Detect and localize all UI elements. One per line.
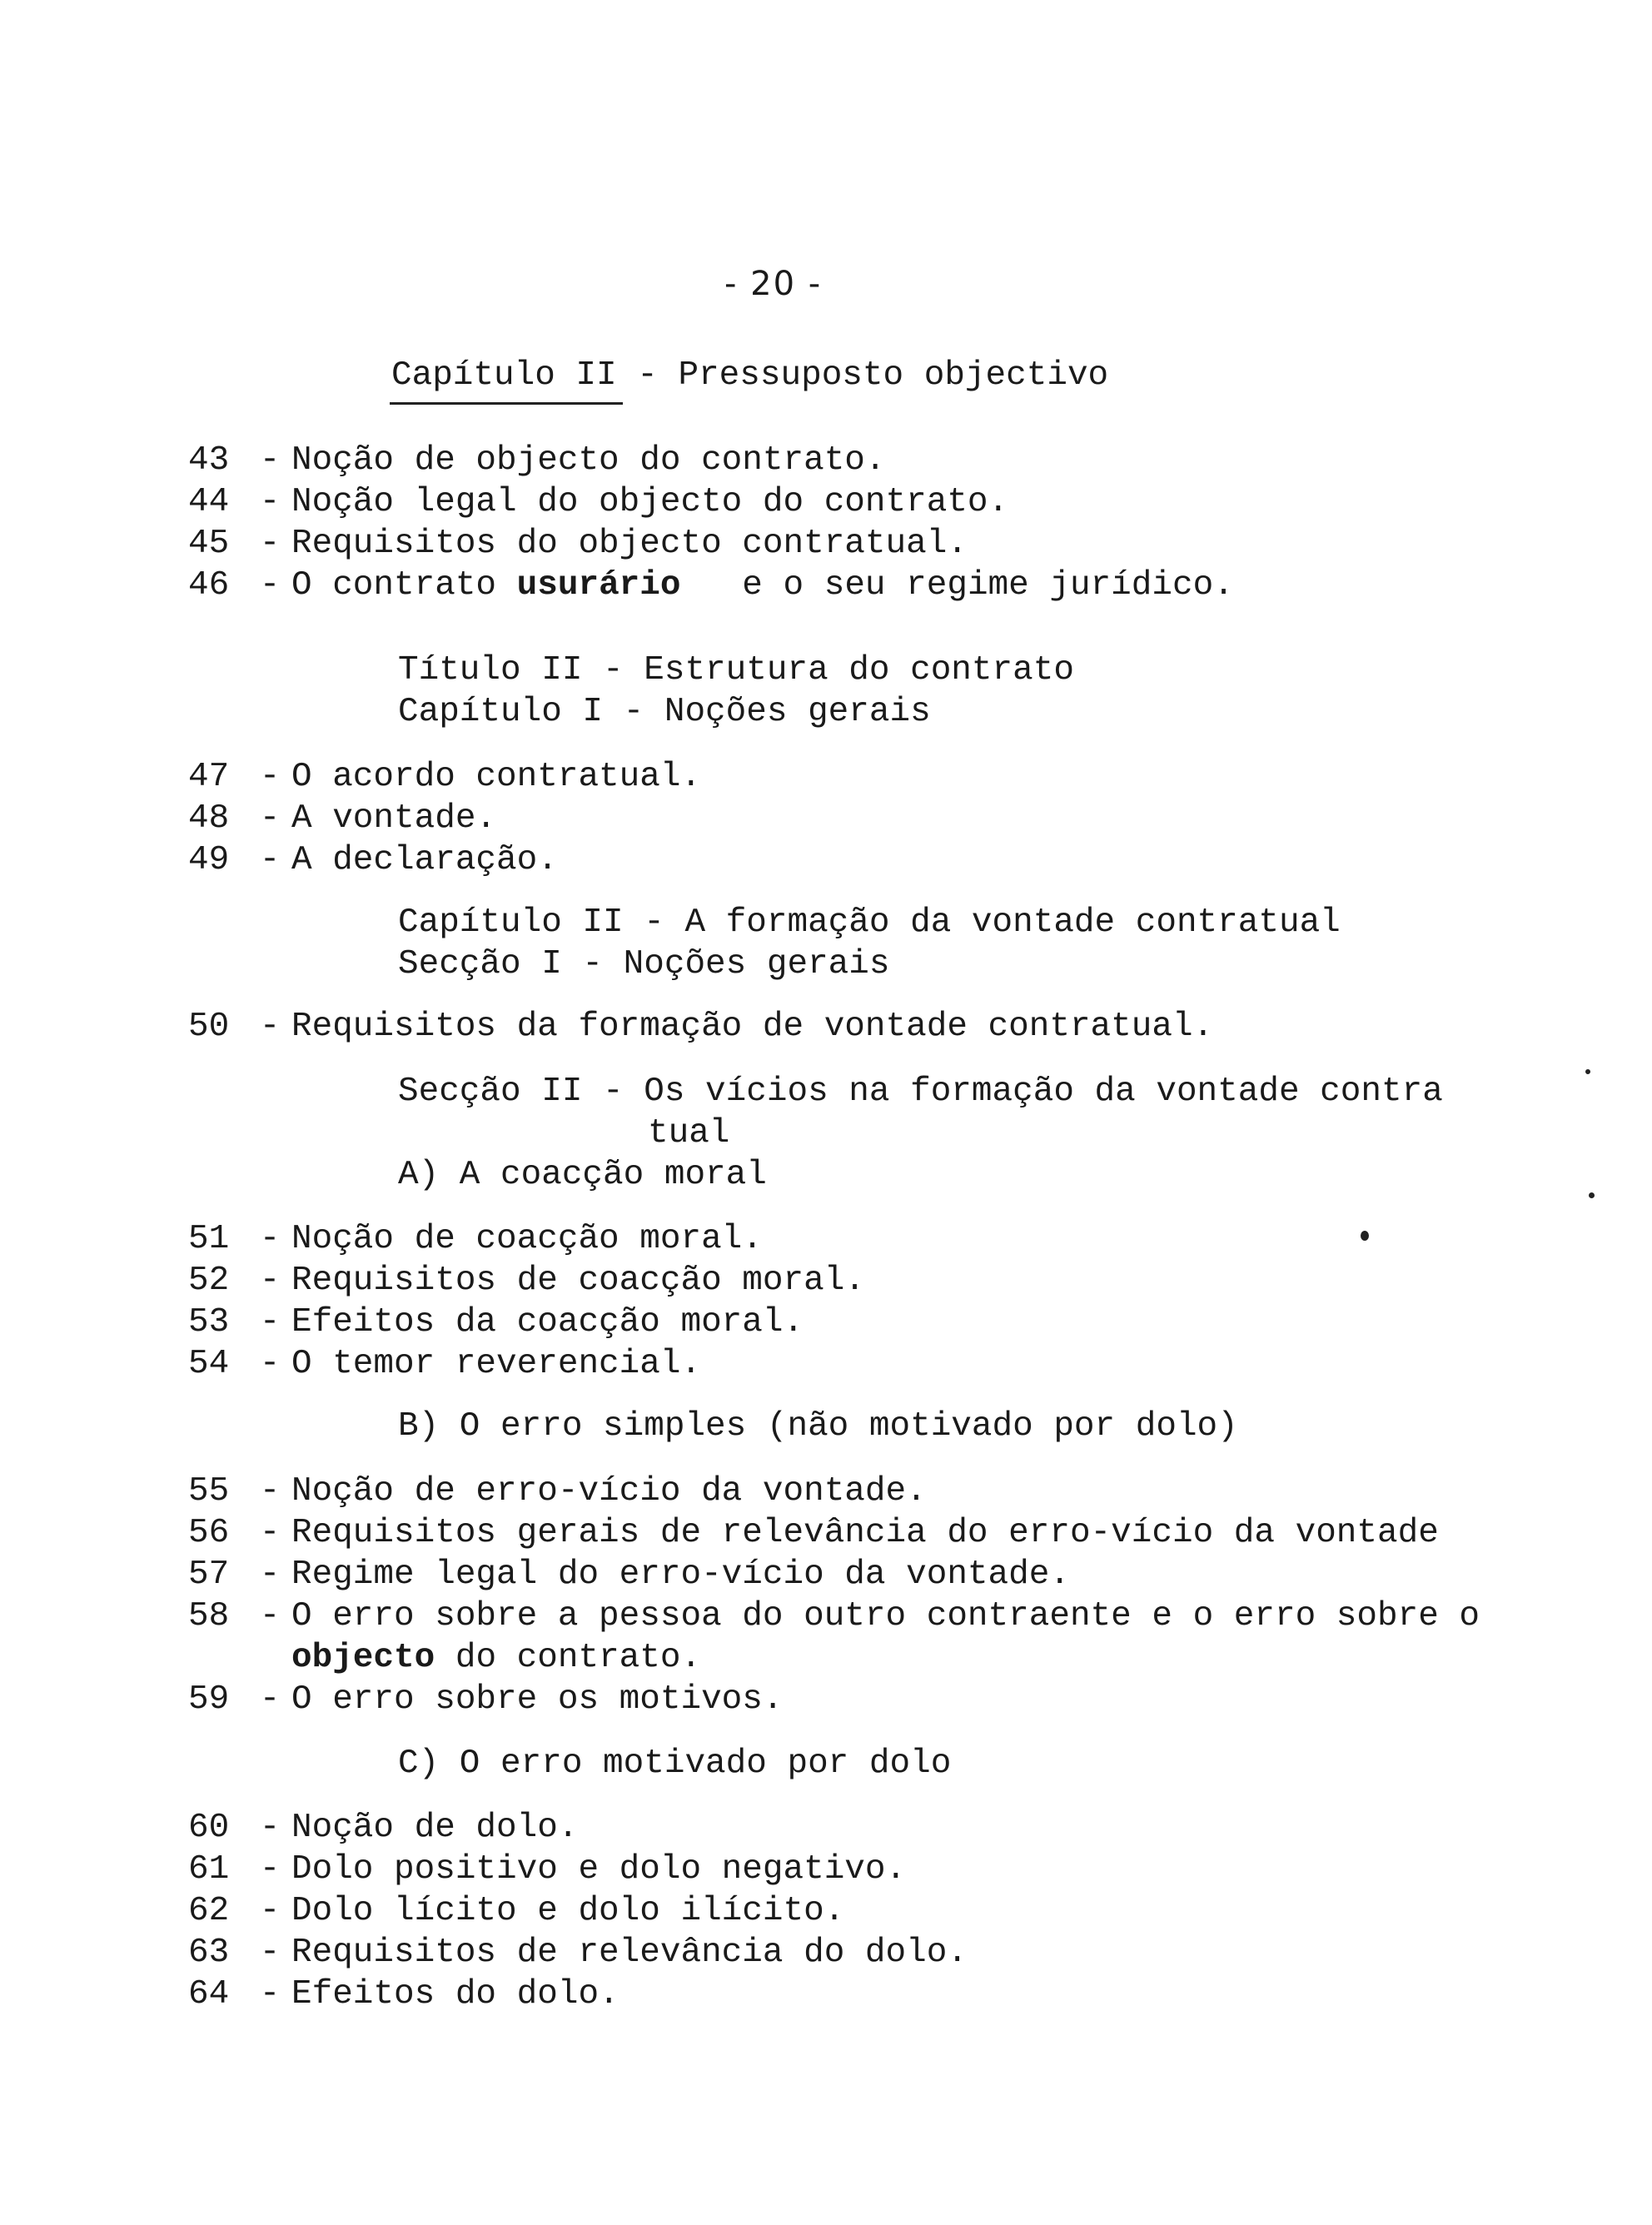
list-item-continuation: objecto do contrato. (291, 1639, 702, 1677)
subsection-heading: B) O erro simples (não motivado por dolo) (398, 1407, 1238, 1446)
chapter-heading (391, 356, 1108, 395)
list-item: 53 - Efeitos da coacção moral. (188, 1303, 804, 1341)
list-item: 57 - Regime legal do erro-vício da vontade. (188, 1556, 1070, 1594)
list-item: 55 - Noção de erro-vício da vontade. (188, 1472, 927, 1511)
list-item: 43 - Noção de objecto do contrato. (188, 441, 886, 480)
chapter-heading-rest: - Pressuposto objectivo (616, 356, 1109, 395)
list-item: 54 - O temor reverencial. (188, 1345, 702, 1383)
list-item: 58 - O erro sobre a pessoa do outro contraente e o erro sobre o (188, 1597, 1480, 1635)
heading-underline (390, 402, 623, 405)
section-heading: Secção I - Noções gerais (398, 945, 890, 983)
title-heading: Título II - Estrutura do contrato (398, 651, 1074, 689)
list-item: 50 - Requisitos da formação de vontade contratual. (188, 1008, 1214, 1046)
chapter-subheading: Capítulo I - Noções gerais (398, 693, 931, 731)
list-item: 45 - Requisitos do objecto contratual. (188, 525, 968, 563)
page-number: - 20 - (724, 265, 823, 303)
list-item: 63 - Requisitos de relevância do dolo. (188, 1934, 968, 1972)
list-item: 52 - Requisitos de coacção moral. (188, 1262, 865, 1300)
list-item: 62 - Dolo lícito e dolo ilícito. (188, 1892, 845, 1930)
chapter-heading-underlined: Capítulo II (391, 356, 617, 395)
list-item: 59 - O erro sobre os motivos. (188, 1680, 784, 1719)
scan-speck (1361, 1231, 1369, 1241)
list-item: 51 - Noção de coacção moral. (188, 1220, 763, 1258)
list-item: 56 - Requisitos gerais de relevância do erro-vício da vontade (188, 1514, 1439, 1552)
subsection-heading: A) A coacção moral (398, 1156, 767, 1194)
list-item: 49 - A declaração. (188, 841, 558, 879)
list-item: 60 - Noção de dolo. (188, 1809, 579, 1847)
list-item: 46 - O contrato usurário e o seu regime jurídico. (188, 566, 1234, 605)
section-heading-continuation: tual (648, 1114, 730, 1152)
list-item: 64 - Efeitos do dolo. (188, 1975, 620, 2013)
list-item: 48 - A vontade. (188, 799, 497, 838)
scan-speck (1589, 1192, 1595, 1198)
section-heading: Secção II - Os vícios na formação da vontade contra (398, 1073, 1443, 1111)
chapter-subheading: Capítulo II - A formação da vontade contratual (398, 903, 1341, 942)
list-item: 44 - Noção legal do objecto do contrato. (188, 483, 1009, 521)
subsection-heading: C) O erro motivado por dolo (398, 1745, 952, 1783)
list-item: 47 - O acordo contratual. (188, 758, 702, 796)
scan-speck (1585, 1069, 1590, 1074)
list-item: 61 - Dolo positivo e dolo negativo. (188, 1850, 907, 1889)
